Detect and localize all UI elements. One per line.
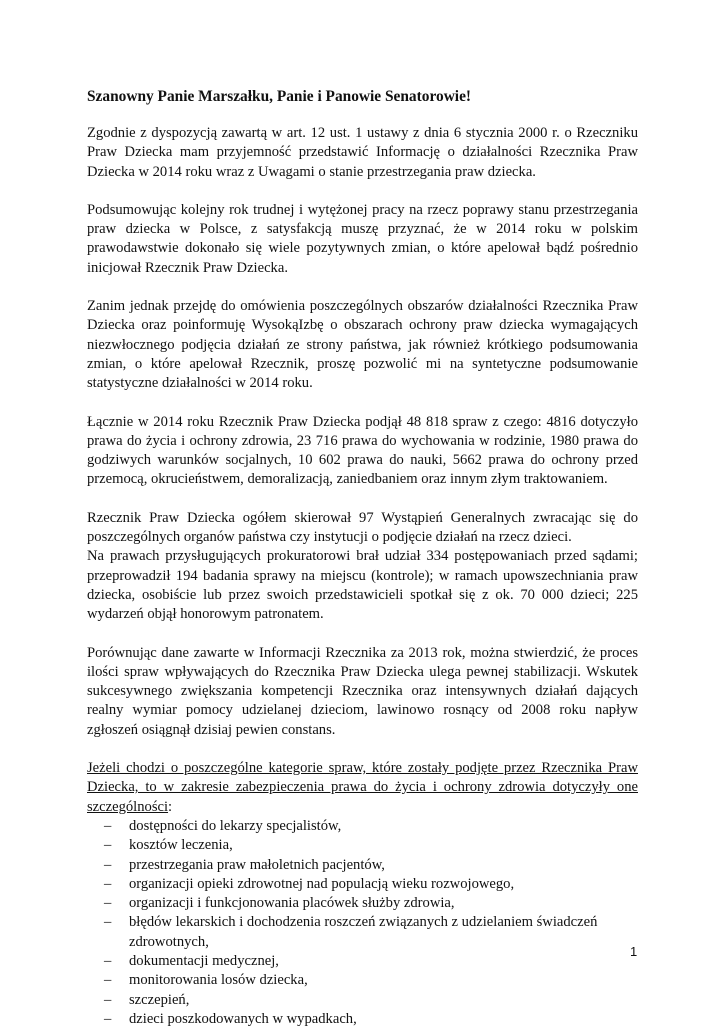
list-item: – kosztów leczenia, <box>87 836 638 855</box>
list-item: – dostępności do lekarzy specjalistów, <box>87 817 638 836</box>
paragraph-statistics: Łącznie w 2014 roku Rzecznik Praw Dziecka podjął 48 818 spraw z czego: 4816 dotyczyło prawa do życia i ochrony zdrowia, 23 716 prawa do wychowania w rodzinie, 1980 prawa do godziwych warunków socjalnych, 10 602 prawa do nauki, 5662 prawa do ochrony przed przemocą, okrucieństwem, demoralizacją, zaniedbaniem oraz innym złym traktowaniem. <box>87 413 638 488</box>
dash-marker: – <box>104 972 112 989</box>
paragraph-summary: Podsumowując kolejny rok trudnej i wytężonej pracy na rzecz poprawy stanu przestrzegania praw dziecka w Polsce, z satysfakcją muszę przyznać, że w 2014 roku w polskim prawodawstwie dokonało się wiele pozytywnych zmian, o które apelował bądź pośrednio inicjował Rzecznik Praw Dziecka. <box>87 201 638 276</box>
page-number: 1 <box>630 944 638 959</box>
dash-marker: – <box>104 952 112 969</box>
category-list <box>87 817 638 1029</box>
dash-marker: – <box>104 895 112 912</box>
dash-marker: – <box>104 817 112 834</box>
list-intro <box>87 759 638 817</box>
dash-marker: – <box>104 875 112 892</box>
dash-marker: – <box>104 856 112 873</box>
salutation-heading: Szanowny Panie Marszałku, Panie i Panowie Senatorowie! <box>87 88 472 105</box>
paragraph-intro: Zgodnie z dyspozycją zawartą w art. 12 ust. 1 ustawy z dnia 6 stycznia 2000 r. o Rzeczniku Praw Dziecka mam przyjemność przedstawić Informację o działalności Rzecznika Praw Dziecka w 2014 roku wraz z Uwagami o stanie przestrzegania praw dziecka. <box>87 125 638 180</box>
list-item: – przestrzegania praw małoletnich pacjentów, <box>87 856 638 875</box>
list-item: – organizacji opieki zdrowotnej nad populacją wieku rozwojowego, <box>87 875 638 894</box>
list-item: – błędów lekarskich i dochodzenia roszczeń związanych z udzielaniem świadczeń zdrowotnych, <box>104 914 598 950</box>
dash-marker: – <box>104 837 112 854</box>
dash-marker: – <box>104 991 112 1008</box>
list-intro-underlined: Jeżeli chodzi o poszczególne kategorie spraw, które zostały podjęte przez Rzecznika Praw Dziecka, to w zakresie zabezpieczenia prawa do życia i ochrony zdrowia dotyczyły one szczególności <box>87 760 638 815</box>
paragraph-general-interventions: Rzecznik Praw Dziecka ogółem skierował 97 Wystąpień Generalnych zwracając się do poszczególnych organów państwa czy instytucji o podjęcie działań na rzecz dzieci. <box>87 509 638 546</box>
dash-marker: – <box>104 1010 112 1027</box>
list-item: – dzieci poszkodowanych w wypadkach, <box>87 1010 638 1029</box>
list-item: – szczepień, <box>87 991 638 1010</box>
list-item: – dokumentacji medycznej, <box>87 952 638 971</box>
paragraph-prosecutor-rights: Na prawach przysługujących prokuratorowi brał udział 334 postępowaniach przed sądami; przeprowadził 194 badania sprawy na miejscu (kontrole); w ramach upowszechniania praw dziecka, osobiście lub przez swoich przedstawicieli spotkał się z ok. 70 000 dzieci; 225 wydarzeń objął honorowym patronatem. <box>87 548 638 623</box>
paragraph-comparison: Porównując dane zawarte w Informacji Rzecznika za 2013 rok, można stwierdzić, że proces ilości spraw wpływających do Rzecznika Praw Dziecka ulega pewnej stabilizacji. Wskutek sukcesywnego zwiększania kompetencji Rzecznika oraz intensywnych działań dających realny wymiar pomocy udzielanej dzieciom, lawinowo rosnący od 2008 roku napływ zgłoszeń osiągnął dzisiaj pewien constans. <box>87 644 638 738</box>
dash-marker: – <box>104 914 112 931</box>
list-intro-tail: : <box>168 798 173 815</box>
paragraph-preface: Zanim jednak przejdę do omówienia poszczególnych obszarów działalności Rzecznika Praw Dziecka oraz poinformuję WysokąIzbę o obszarach ochrony praw dziecka wymagających niezwłocznego podjęcia działań ze strony państwa, jak również krótkiego podsumowania zmian, o które apelował Rzecznik, proszę pozwolić mi na syntetyczne podsumowanie statystyczne działalności w 2014 roku. <box>87 298 638 392</box>
list-item: – monitorowania losów dziecka, <box>87 971 638 990</box>
list-item: – organizacji i funkcjonowania placówek służby zdrowia, <box>87 894 638 913</box>
document-body <box>87 87 638 1029</box>
